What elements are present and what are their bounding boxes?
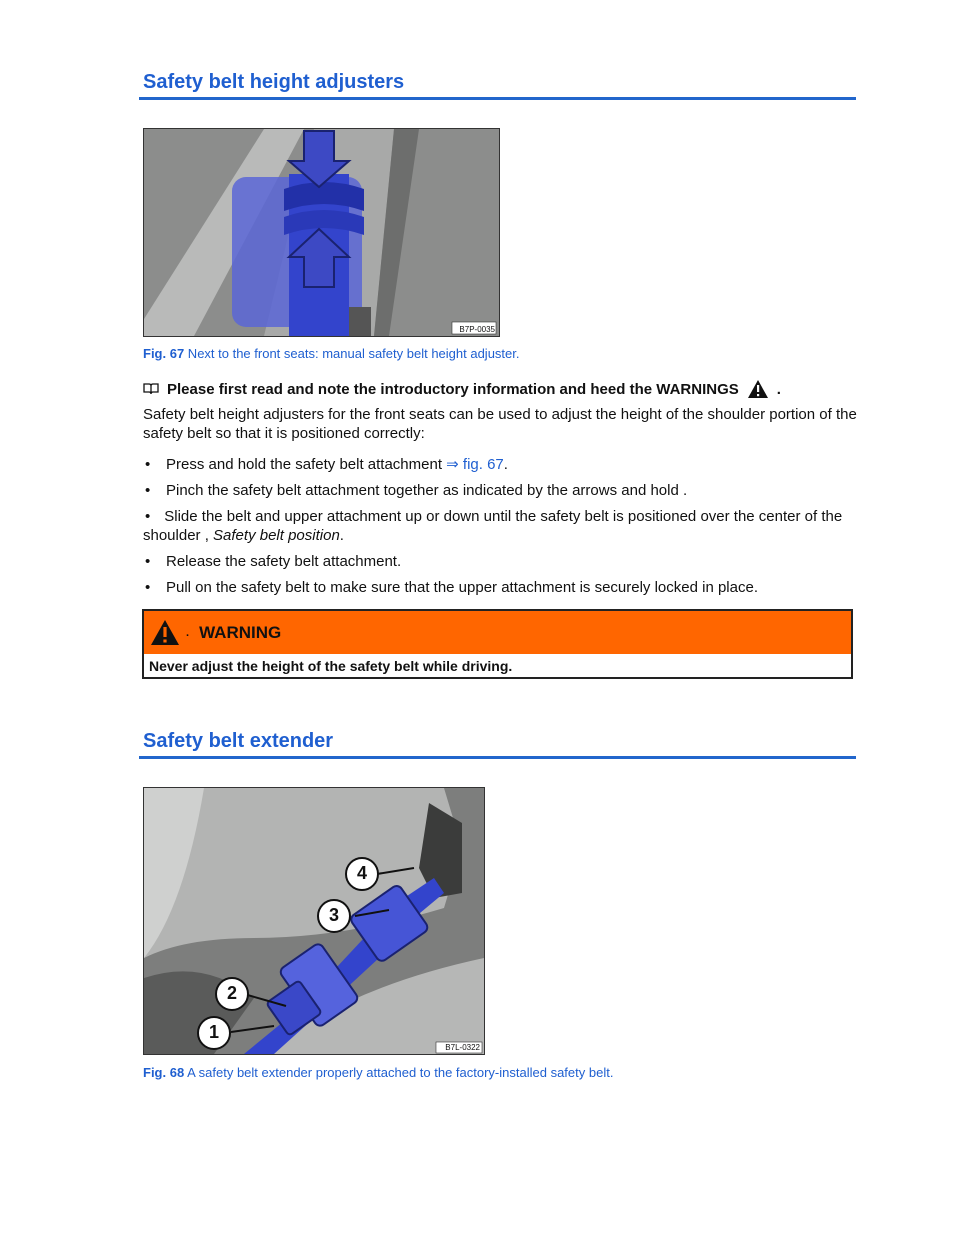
figure-68 bbox=[143, 787, 485, 1055]
list-item: • Press and hold the safety belt attachment ⇒ fig. 67. bbox=[145, 456, 508, 473]
height-adjuster-illustration bbox=[144, 129, 499, 336]
callout-3: 3 bbox=[328, 905, 339, 925]
callout-4: 4 bbox=[356, 863, 367, 883]
safety-belt-position-ref[interactable]: Safety belt position bbox=[213, 527, 340, 544]
list-item: • Slide the belt and upper attachment up or down until the safety belt is positioned over the center of the shoulder , Safety belt position. bbox=[143, 508, 843, 544]
warning-title: WARNING bbox=[199, 622, 282, 642]
note-end: . bbox=[776, 380, 781, 398]
intro-paragraph: Safety belt height adjusters for the front seats can be used to adjust the height of the shoulder portion of the safety belt so that it is positioned correctly: bbox=[143, 406, 857, 442]
warning-header bbox=[144, 611, 851, 654]
figure-code: B7L-0322 bbox=[445, 1043, 480, 1052]
belt-extender-illustration bbox=[144, 788, 484, 1054]
list-item: • Pinch the safety belt attachment together as indicated by the arrows and hold . bbox=[145, 482, 688, 499]
section-heading-belt-extender: Safety belt extender bbox=[139, 730, 856, 759]
figure-caption-67 bbox=[143, 346, 520, 361]
warning-text: Never adjust the height of the safety belt while driving. bbox=[149, 658, 513, 674]
intro-note bbox=[143, 379, 781, 399]
caption-label: Fig. 68 bbox=[143, 1065, 185, 1080]
section-heading-height-adjusters: Safety belt height adjusters bbox=[139, 71, 856, 100]
book-icon bbox=[143, 383, 159, 395]
figure-code: B7P-0035 bbox=[459, 325, 495, 334]
caption-text: A safety belt extender properly attached to the factory-installed safety belt. bbox=[184, 1065, 614, 1080]
instruction-list bbox=[143, 455, 858, 604]
callout-2: 2 bbox=[226, 983, 237, 1003]
bullet-marker: • bbox=[145, 482, 151, 499]
caption-text: Next to the front seats: manual safety belt height adjuster. bbox=[184, 346, 520, 361]
callout-1: 1 bbox=[208, 1022, 219, 1042]
warning-marker: . bbox=[186, 626, 190, 639]
bullet-marker: • bbox=[145, 456, 151, 473]
note-text: Please first read and note the introductory information and heed the WARNINGS bbox=[167, 380, 739, 398]
list-item: • Pull on the safety belt to make sure that the upper attachment is securely locked in place. bbox=[145, 579, 758, 596]
caption-label: Fig. 67 bbox=[143, 346, 185, 361]
warning-triangle-icon bbox=[747, 379, 769, 399]
figure-67 bbox=[143, 128, 500, 337]
fig-67-link[interactable]: ⇒ fig. 67 bbox=[446, 456, 504, 473]
warning-box bbox=[142, 609, 853, 679]
figure-caption-68 bbox=[143, 1065, 613, 1080]
bullet-marker: • bbox=[145, 579, 151, 596]
warning-triangle-icon bbox=[150, 619, 180, 646]
list-item: • Release the safety belt attachment. bbox=[145, 553, 402, 570]
bullet-marker: • bbox=[145, 553, 151, 570]
bullet-marker: • bbox=[145, 508, 151, 525]
